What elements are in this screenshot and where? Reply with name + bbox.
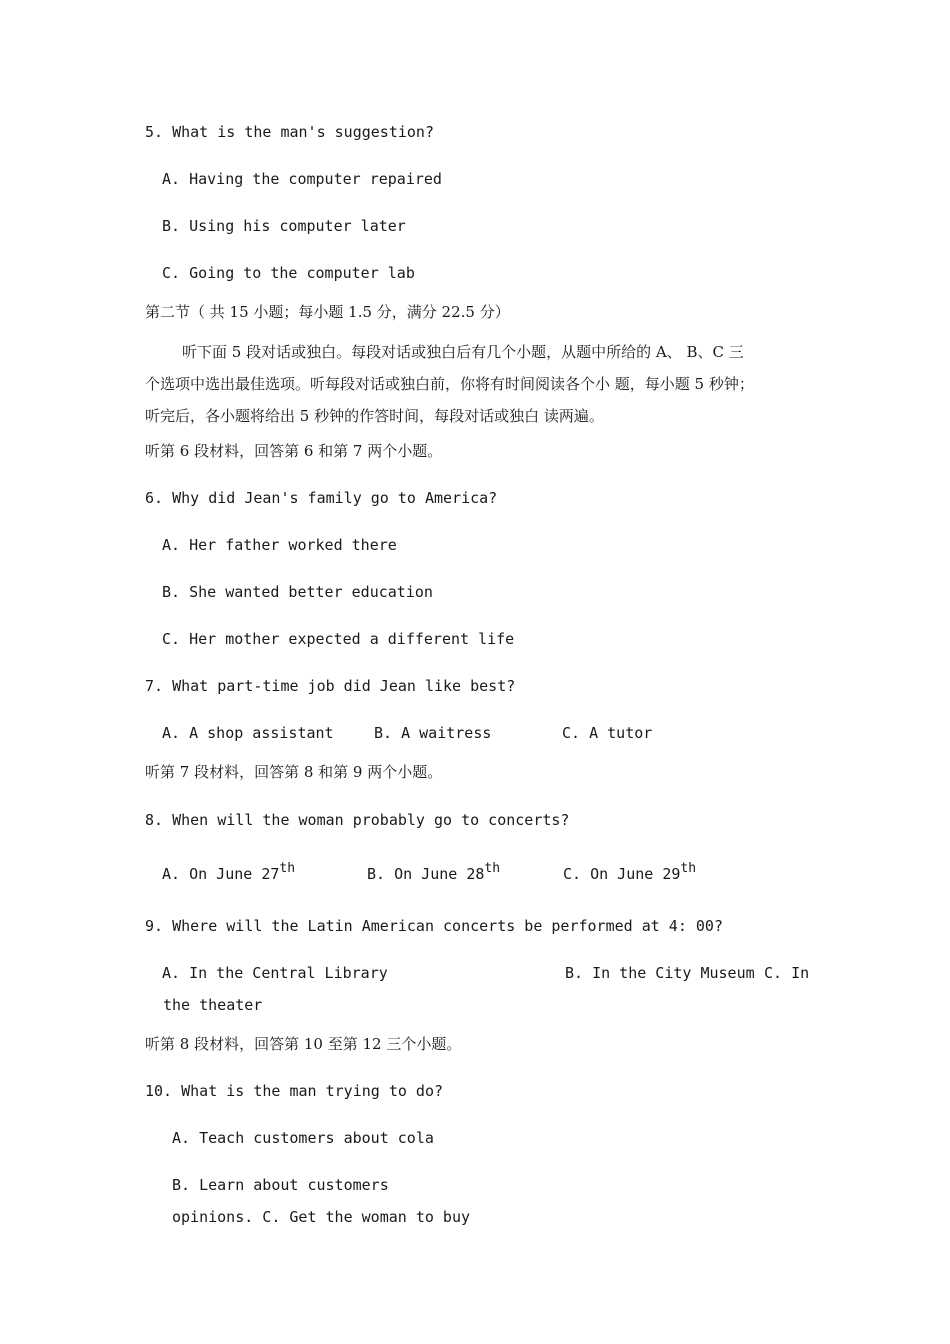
q5-option-c: C. Going to the computer lab bbox=[162, 264, 415, 282]
q8-question: 8. When will the woman probably go to concerts? bbox=[145, 811, 570, 829]
section2-instruction-line1: 听下面 5 段对话或独白。每段对话或独白后有几个小题，从题中所给的 A、 B、C 三 bbox=[182, 343, 744, 361]
q7-option-a: A. A shop assistant bbox=[162, 724, 334, 742]
q5-option-a: A. Having the computer repaired bbox=[162, 170, 442, 188]
q6-option-a: A. Her father worked there bbox=[162, 536, 397, 554]
ordinal-suffix: th bbox=[279, 861, 296, 876]
material-8-heading: 听第 8 段材料，回答第 10 至第 12 三个小题。 bbox=[145, 1035, 462, 1053]
q7-question: 7. What part-time job did Jean like best? bbox=[145, 677, 516, 695]
section2-instruction-line2: 个选项中选出最佳选项。听每段对话或独白前，你将有时间阅读各个小 题，每小题 5 秒钟； bbox=[145, 375, 754, 393]
material-6-heading: 听第 6 段材料，回答第 6 和第 7 两个小题。 bbox=[145, 442, 443, 460]
section2-instruction-line3: 听完后，各小题将给出 5 秒钟的作答时间，每段对话或独白 读两遍。 bbox=[145, 407, 604, 425]
q5-option-b: B. Using his computer later bbox=[162, 217, 406, 235]
q7-option-b: B. A waitress bbox=[374, 724, 492, 742]
q9-option-c-continued: the theater bbox=[163, 996, 263, 1014]
q6-option-b: B. She wanted better education bbox=[162, 583, 433, 601]
q6-option-c: C. Her mother expected a different life bbox=[162, 630, 515, 648]
q7-option-c: C. A tutor bbox=[562, 724, 653, 742]
q8-option-a: A. On June 27th bbox=[162, 861, 296, 883]
q9-question: 9. Where will the Latin American concerts be performed at 4: 00? bbox=[145, 917, 723, 935]
q6-question: 6. Why did Jean's family go to America? bbox=[145, 489, 498, 507]
material-7-heading: 听第 7 段材料，回答第 8 和第 9 两个小题。 bbox=[145, 763, 443, 781]
ordinal-suffix: th bbox=[484, 861, 501, 876]
q9-option-a: A. In the Central Library bbox=[162, 964, 388, 982]
q5-question: 5. What is the man's suggestion? bbox=[145, 123, 434, 141]
q10-question: 10. What is the man trying to do? bbox=[145, 1082, 444, 1100]
q10-option-b: B. Learn about customers bbox=[172, 1176, 389, 1194]
q8-option-c: C. On June 29th bbox=[563, 861, 697, 883]
q10-option-b-continued: opinions. C. Get the woman to buy bbox=[172, 1208, 471, 1226]
q8-option-b: B. On June 28th bbox=[367, 861, 501, 883]
q9-option-b: B. In the City Museum bbox=[565, 964, 755, 982]
section2-title: 第二节（ 共 15 小题；每小题 1.5 分，满分 22.5 分） bbox=[145, 303, 510, 321]
ordinal-suffix: th bbox=[680, 861, 697, 876]
q10-option-a: A. Teach customers about cola bbox=[172, 1129, 434, 1147]
q9-option-c: C. In bbox=[764, 964, 810, 982]
